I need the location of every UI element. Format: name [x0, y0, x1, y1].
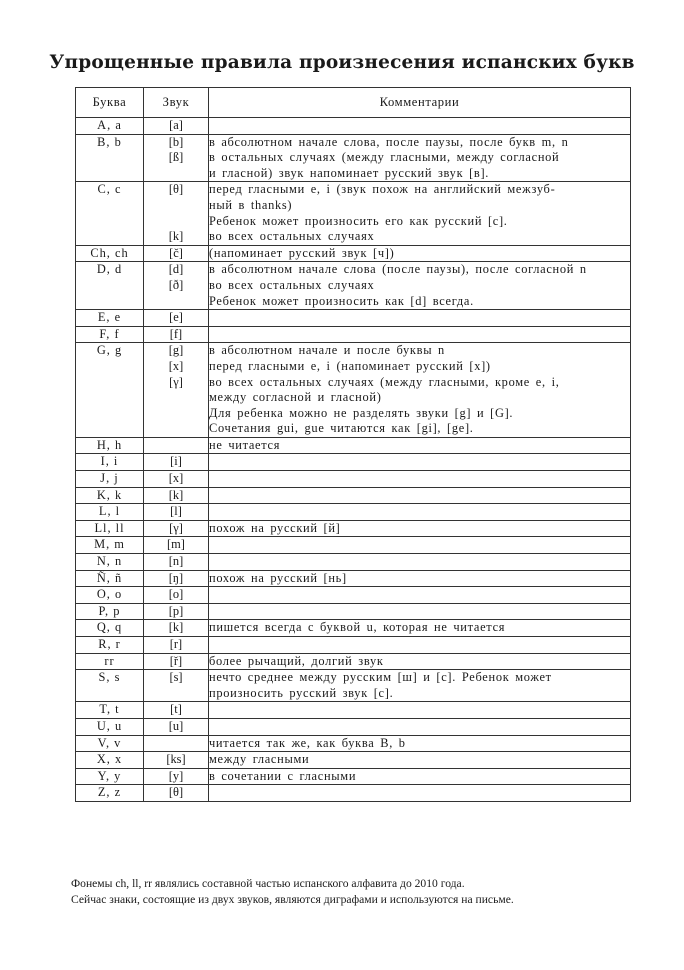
comment-line: и гласной) звук напоминает русский звук [в]. — [209, 165, 490, 180]
letter-cell — [76, 245, 144, 262]
comment-cell — [209, 653, 631, 670]
letter-text: S, s — [98, 670, 121, 685]
letter-text: P, p — [98, 603, 121, 618]
sound-text: [k] — [168, 229, 184, 244]
letter-cell — [76, 785, 144, 802]
sound-text: [x] — [168, 471, 184, 486]
comment-line: между согласной и гласной) — [209, 390, 382, 405]
sound-text: [n] — [168, 554, 184, 569]
comment-cell — [209, 620, 631, 637]
letter-text: E, e — [97, 310, 122, 325]
sound-text: [ks] — [166, 752, 186, 767]
comment-cell — [209, 603, 631, 620]
comment-cell — [209, 326, 631, 343]
table-row — [76, 262, 631, 310]
letter-text: T, t — [99, 702, 120, 717]
comment-cell — [209, 454, 631, 471]
sound-cell — [144, 537, 209, 554]
letter-cell — [76, 471, 144, 488]
letter-text: Ñ, ñ — [96, 570, 123, 585]
comment-cell — [209, 768, 631, 785]
sound-text — [144, 214, 208, 230]
comment-cell — [209, 262, 631, 310]
sound-cell — [144, 134, 209, 182]
sound-text — [144, 438, 208, 454]
comment-line: между гласными — [209, 752, 310, 767]
table-row — [76, 454, 631, 471]
sound-text: [x] — [168, 358, 184, 373]
table-row — [76, 702, 631, 719]
table-row — [76, 718, 631, 735]
column-header-sound: Звук — [144, 88, 209, 118]
sound-text: [o] — [168, 587, 184, 602]
letter-cell — [76, 343, 144, 438]
letter-cell — [76, 752, 144, 769]
column-header-letter: Буква — [76, 88, 144, 118]
comment-cell — [209, 118, 631, 135]
table-row — [76, 310, 631, 327]
sound-text: [s] — [169, 670, 183, 685]
table-row — [76, 537, 631, 554]
comment-line — [209, 554, 630, 570]
table-row — [76, 326, 631, 343]
letter-cell — [76, 587, 144, 604]
comment-cell — [209, 735, 631, 752]
comment-line: Сочетания gui, gue читаются как [gi], [ge]. — [209, 421, 474, 436]
sound-cell — [144, 735, 209, 752]
comment-cell — [209, 587, 631, 604]
comment-line: ный в thanks) — [209, 197, 293, 212]
letter-cell — [76, 504, 144, 521]
comment-line: пишется всегда с буквой u, которая не читается — [209, 620, 506, 635]
comment-line — [209, 118, 630, 134]
table-row — [76, 603, 631, 620]
sound-text: [k] — [168, 620, 184, 635]
comment-cell — [209, 537, 631, 554]
comment-line — [209, 327, 630, 343]
letter-text: O, o — [96, 587, 123, 602]
comment-line: нечто среднее между русским [ш] и [с]. Ребенок может — [209, 670, 552, 685]
footnote-line: Сейчас знаки, состоящие из двух звуков, являются диграфами и используются на письме. — [71, 893, 514, 906]
comment-cell — [209, 752, 631, 769]
comment-cell — [209, 310, 631, 327]
sound-text — [144, 736, 208, 752]
sound-cell — [144, 752, 209, 769]
sound-text: [t] — [170, 702, 182, 717]
letter-cell — [76, 702, 144, 719]
comment-cell — [209, 437, 631, 454]
comment-line: в сочетании с гласными — [209, 768, 357, 783]
letter-text: D, d — [96, 262, 123, 277]
sound-text: [g] — [168, 343, 184, 358]
comment-line: читается так же, как буква B, b — [209, 735, 406, 750]
letter-text: L, l — [98, 504, 121, 519]
letter-text: F, f — [99, 326, 120, 341]
sound-cell — [144, 670, 209, 702]
letter-cell — [76, 620, 144, 637]
sound-cell — [144, 437, 209, 454]
table-row — [76, 504, 631, 521]
letter-text: rr — [104, 653, 115, 668]
sound-text: [ŋ] — [168, 570, 184, 585]
letter-cell — [76, 637, 144, 654]
table-row — [76, 343, 631, 438]
comment-cell — [209, 702, 631, 719]
letter-text: I, i — [100, 454, 119, 469]
table-body — [76, 118, 631, 802]
footnote-line: Фонемы ch, ll, rr являлись составной частью испанского алфавита до 2010 года. — [71, 877, 465, 890]
sound-text: [γ] — [169, 374, 183, 389]
sound-text: [m] — [167, 537, 185, 552]
comment-cell — [209, 343, 631, 438]
table-row — [76, 182, 631, 245]
table-row — [76, 785, 631, 802]
sound-cell — [144, 343, 209, 438]
comment-line: во всех остальных случаях (между гласными, кроме e, i, — [209, 374, 560, 389]
comment-cell — [209, 718, 631, 735]
letter-cell — [76, 735, 144, 752]
letter-text: H, h — [96, 437, 123, 452]
sound-cell — [144, 603, 209, 620]
sound-cell — [144, 245, 209, 262]
sound-cell — [144, 262, 209, 310]
comment-line — [209, 310, 630, 326]
table-row — [76, 768, 631, 785]
table-row — [76, 487, 631, 504]
column-header-comments: Комментарии — [209, 88, 631, 118]
comment-line: более рычащий, долгий звук — [209, 653, 384, 668]
sound-cell — [144, 504, 209, 521]
pronunciation-table — [75, 87, 631, 802]
comment-cell — [209, 520, 631, 537]
letter-text: J, j — [100, 471, 119, 486]
comment-line: в абсолютном начале слова (после паузы), после согласной n — [209, 262, 587, 277]
table-row — [76, 437, 631, 454]
sound-text: [b] — [168, 134, 184, 149]
comment-cell — [209, 487, 631, 504]
sound-text: [f] — [169, 326, 183, 341]
table-row — [76, 735, 631, 752]
table-row — [76, 620, 631, 637]
sound-cell — [144, 520, 209, 537]
comment-line: в абсолютном начале и после буквы n — [209, 343, 445, 358]
sound-text: [e] — [169, 310, 183, 325]
letter-cell — [76, 718, 144, 735]
sound-text — [144, 198, 208, 214]
comment-line: Ребенок может произносить как [d] всегда. — [209, 293, 474, 308]
comment-line — [209, 702, 630, 718]
sound-cell — [144, 570, 209, 587]
letter-text: M, m — [94, 537, 125, 552]
sound-cell — [144, 768, 209, 785]
sound-cell — [144, 310, 209, 327]
sound-text: [l] — [170, 504, 182, 519]
comment-cell — [209, 637, 631, 654]
comment-line: в абсолютном начале слова, после паузы, после букв m, n — [209, 134, 569, 149]
table-row — [76, 637, 631, 654]
letter-text: Z, z — [97, 785, 122, 800]
letter-cell — [76, 437, 144, 454]
comment-cell — [209, 182, 631, 245]
sound-cell — [144, 487, 209, 504]
letter-cell — [76, 182, 144, 245]
sound-text: [p] — [168, 603, 184, 618]
comment-line — [209, 454, 630, 470]
letter-cell — [76, 670, 144, 702]
table-header-row — [76, 88, 631, 118]
letter-text: Y, y — [97, 768, 122, 783]
sound-cell — [144, 653, 209, 670]
comment-line — [209, 537, 630, 553]
comment-line: похож на русский [й] — [209, 520, 341, 535]
letter-text: N, n — [96, 554, 123, 569]
table-row — [76, 752, 631, 769]
letter-text: C, c — [97, 182, 122, 197]
table-row — [76, 245, 631, 262]
comment-line — [209, 719, 630, 735]
sound-cell — [144, 702, 209, 719]
letter-cell — [76, 310, 144, 327]
letter-cell — [76, 603, 144, 620]
comment-line: (напоминает русский звук [ч]) — [209, 245, 395, 260]
comment-line: Ребенок может произносить его как русский [с]. — [209, 213, 508, 228]
comment-line: перед гласными e, i (напоминает русский [х]) — [209, 358, 491, 373]
comment-line — [209, 587, 630, 603]
letter-cell — [76, 118, 144, 135]
sound-text: [ð] — [168, 277, 184, 292]
table-row — [76, 587, 631, 604]
sound-cell — [144, 471, 209, 488]
sound-text: [ß] — [168, 150, 184, 165]
sound-text: [č] — [169, 245, 183, 260]
sound-text: [u] — [168, 718, 184, 733]
comment-line — [209, 471, 630, 487]
letter-text: R, r — [98, 637, 121, 651]
comment-line — [209, 785, 630, 801]
letter-cell — [76, 454, 144, 471]
letter-cell — [76, 554, 144, 571]
comment-line: Для ребенка можно не разделять звуки [g] и [G]. — [209, 405, 514, 420]
letter-text: Ll, ll — [94, 520, 125, 535]
sound-cell — [144, 554, 209, 571]
comment-line: во всех остальных случаях — [209, 229, 375, 244]
sound-text: [θ] — [168, 182, 184, 197]
letter-text: B, b — [97, 134, 122, 149]
sound-text: [d] — [168, 262, 184, 277]
comment-cell — [209, 785, 631, 802]
letter-cell — [76, 520, 144, 537]
sound-cell — [144, 454, 209, 471]
sound-cell — [144, 785, 209, 802]
letter-cell — [76, 487, 144, 504]
table-row — [76, 118, 631, 135]
table-row — [76, 134, 631, 182]
sound-text: [θ] — [168, 785, 184, 800]
sound-text: [r] — [169, 637, 183, 651]
sound-cell — [144, 718, 209, 735]
sound-text: [y] — [168, 768, 184, 783]
comment-cell — [209, 570, 631, 587]
letter-cell — [76, 653, 144, 670]
letter-cell — [76, 570, 144, 587]
sound-cell — [144, 118, 209, 135]
letter-text: K, k — [96, 487, 123, 502]
comment-cell — [209, 670, 631, 702]
comment-cell — [209, 504, 631, 521]
comment-line: перед гласными e, i (звук похож на английский межзуб- — [209, 182, 556, 197]
comment-line: не читается — [209, 437, 281, 452]
comment-cell — [209, 471, 631, 488]
comment-line: похож на русский [нь] — [209, 570, 347, 585]
sound-cell — [144, 326, 209, 343]
letter-cell — [76, 134, 144, 182]
comment-cell — [209, 245, 631, 262]
table-row — [76, 520, 631, 537]
letter-text: Q, q — [96, 620, 123, 635]
table-row — [76, 653, 631, 670]
sound-text: [a] — [169, 118, 183, 132]
page-title: Упрощенные правила произнесения испанских букв — [49, 52, 635, 73]
comment-line: в остальных случаях (между гласными, между согласной — [209, 150, 560, 165]
letter-text: X, x — [96, 752, 123, 767]
table-row — [76, 670, 631, 702]
sound-text: [ř] — [169, 653, 183, 668]
table-row — [76, 570, 631, 587]
table-row — [76, 471, 631, 488]
sound-text: [k] — [168, 487, 184, 502]
letter-text: G, g — [96, 343, 123, 358]
comment-cell — [209, 134, 631, 182]
comment-cell — [209, 554, 631, 571]
sound-cell — [144, 620, 209, 637]
sound-cell — [144, 587, 209, 604]
sound-text: [i] — [170, 454, 182, 469]
letter-text: A, a — [97, 118, 122, 132]
letter-cell — [76, 326, 144, 343]
sound-cell — [144, 637, 209, 654]
sound-text: [γ] — [169, 520, 183, 535]
letter-text: U, u — [96, 718, 123, 733]
letter-text: Ch, ch — [90, 245, 129, 260]
letter-cell — [76, 768, 144, 785]
comment-line: произносить русский звук [с]. — [209, 685, 394, 700]
table-row — [76, 554, 631, 571]
comment-line: во всех остальных случаях — [209, 277, 375, 292]
comment-line — [209, 504, 630, 520]
letter-text: V, v — [97, 735, 122, 750]
sound-cell — [144, 182, 209, 245]
letter-cell — [76, 537, 144, 554]
comment-line — [209, 637, 630, 653]
comment-line — [209, 604, 630, 620]
letter-cell — [76, 262, 144, 310]
footnote — [71, 876, 671, 908]
comment-line — [209, 488, 630, 504]
